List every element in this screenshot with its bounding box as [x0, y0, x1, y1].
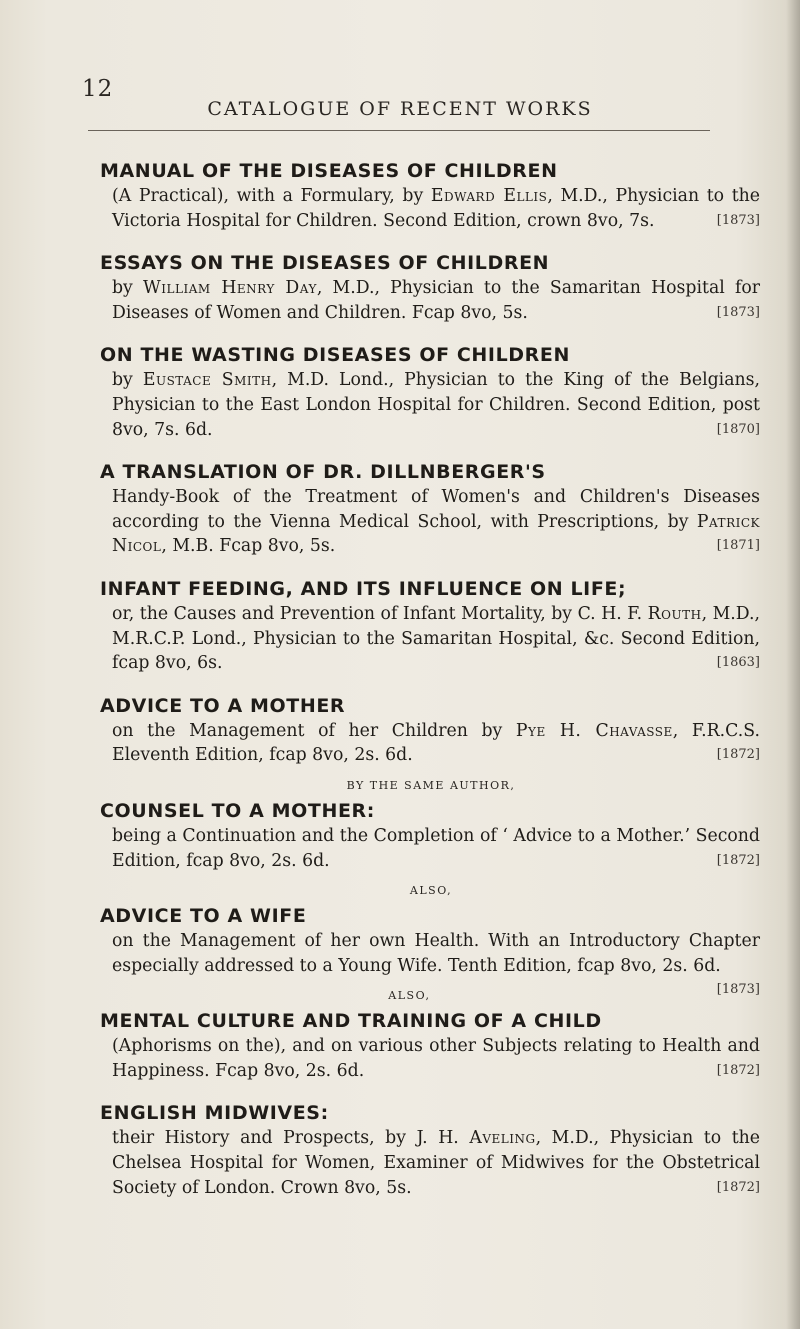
- entry-text: by: [112, 278, 144, 299]
- page-edge-shadow: [786, 0, 800, 1329]
- entry-title: A TRANSLATION OF DR. DILLNBERGER'S: [100, 461, 546, 484]
- entry-year: [1870]: [716, 421, 760, 437]
- entry-text: , M.B. Fcap 8vo, 5s.: [161, 536, 336, 557]
- entry-text: their History and Prospects, by J. H.: [112, 1128, 470, 1149]
- catalogue-entry: [102, 250, 760, 325]
- entry-description: [112, 276, 760, 325]
- entry-description: [112, 1126, 760, 1200]
- catalogue-entry: [102, 158, 760, 233]
- entry-year: [1872]: [716, 852, 760, 868]
- entry-description: [112, 1034, 760, 1083]
- entry-title: MENTAL CULTURE AND TRAINING OF A CHILD: [100, 1010, 602, 1033]
- entry-text: (A Practical), with a Formulary, by: [112, 186, 431, 206]
- entry-text: (Aphorisms on the), and on various other Subjects relating to Health and Happiness. Fcap 8vo, 2s. 6d.: [112, 1036, 760, 1081]
- entry-year: [1873]: [716, 212, 760, 228]
- catalogue-entry: [102, 693, 760, 768]
- entry-author: Patrick Nicol: [112, 511, 760, 557]
- entry-text: , M.D., M.R.C.P. Lond., Physician to the Samaritan Hospital, &c. Second Edition, fcap 8vo, 6s.: [112, 603, 760, 674]
- entry-year: [1873]: [716, 304, 760, 320]
- entry-author: Routh: [647, 603, 702, 624]
- entry-description: [112, 719, 760, 768]
- also-note: ALSO,: [388, 989, 431, 1003]
- also-note: ALSO,: [409, 884, 453, 898]
- entry-year: [1872]: [716, 1179, 760, 1195]
- entry-description: [112, 368, 760, 442]
- entry-author: Eustace Smith: [142, 370, 272, 391]
- entry-year: [1873]: [716, 982, 760, 998]
- page-number: 12: [82, 76, 114, 102]
- entry-text: Handy-Book of the Treatment of Women's and Children's Diseases according to the Vienna Medical School, with Prescriptions, by: [112, 487, 760, 532]
- entry-text: , M.D., Physician to the Victoria Hospital for Children. Second Edition, crown 8vo, 7s.: [112, 186, 760, 231]
- entry-text: , M.D., Physician to the Chelsea Hospital for Women, Examiner of Midwives for the Obstetrical Society of London. Crown 8vo, 5s.: [112, 1128, 760, 1198]
- entry-title: ENGLISH MIDWIVES:: [100, 1102, 329, 1125]
- entry-title: INFANT FEEDING, AND ITS INFLUENCE ON LIFE;: [100, 577, 627, 600]
- same-author-note: BY THE SAME AUTHOR,: [346, 778, 516, 792]
- entry-author: Pye H. Chavasse: [515, 720, 673, 741]
- entry-text: , F.R.C.S. Eleventh Edition, fcap 8vo, 2s. 6d.: [112, 720, 760, 766]
- entry-author: Aveling: [469, 1128, 536, 1149]
- entry-title: MANUAL OF THE DISEASES OF CHILDREN: [100, 160, 558, 182]
- entry-text: being a Continuation and the Completion of ‘ Advice to a Mother.’ Second Edition, fcap 8vo, 2s. 6d.: [112, 825, 760, 871]
- entry-text: by: [112, 370, 143, 391]
- entry-title: ESSAYS ON THE DISEASES OF CHILDREN: [100, 252, 550, 275]
- entry-text: , M.D. Lond., Physician to the King of the Belgians, Physician to the East London Hospital for Children. Second Edition, post 8vo, 7s. 6d.: [112, 370, 760, 440]
- entry-title: ON THE WASTING DISEASES OF CHILDREN: [100, 344, 570, 367]
- catalogue-entry: [102, 989, 760, 1083]
- entry-text: or, the Causes and Prevention of Infant Mortality, by C. H. F.: [112, 603, 648, 624]
- entry-year: [1872]: [716, 747, 760, 763]
- entry-description: [112, 184, 760, 233]
- entry-text: , M.D., Physician to the Samaritan Hospital for Diseases of Women and Children. Fcap 8vo, 5s.: [112, 278, 761, 323]
- catalogue-entry: [102, 576, 760, 676]
- entry-title: COUNSEL TO A MOTHER:: [100, 799, 375, 822]
- entry-year: [1863]: [716, 655, 760, 671]
- entry-year: [1871]: [716, 538, 760, 554]
- entry-description: [112, 485, 760, 559]
- catalogue-entry: [102, 1100, 760, 1200]
- entry-author: Edward Ellis: [430, 186, 548, 206]
- entry-author: William Henry Day: [143, 278, 317, 299]
- entry-year: [1872]: [716, 1062, 760, 1078]
- entry-description: [112, 602, 760, 676]
- catalogue-entry: [102, 459, 760, 559]
- header-rule: [88, 130, 710, 131]
- catalogue-entry: [102, 342, 760, 442]
- catalogue-entry: [102, 779, 760, 873]
- running-head: CATALOGUE OF RECENT WORKS: [207, 98, 593, 120]
- entry-text: on the Management of her own Health. With an Introductory Chapter especially addressed to a Young Wife. Tenth Edition, fcap 8vo, 2s. 6d.: [112, 931, 760, 976]
- entry-text: on the Management of her Children by: [112, 720, 516, 741]
- catalogue-entries: [102, 158, 760, 1217]
- entry-title: ADVICE TO A MOTHER: [100, 694, 346, 717]
- entry-title: ADVICE TO A WIFE: [100, 905, 307, 928]
- entry-description: [112, 824, 760, 873]
- catalogue-entry: [100, 884, 760, 998]
